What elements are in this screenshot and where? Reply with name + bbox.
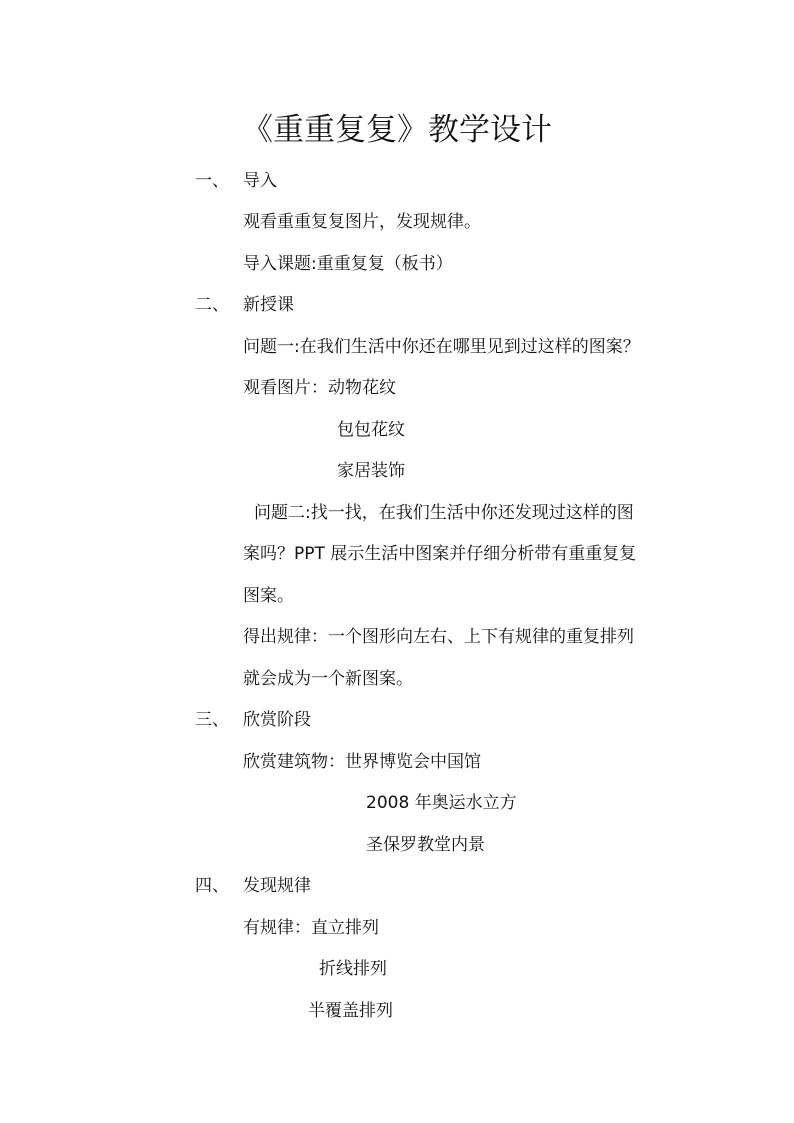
section-number: 一、 — [195, 171, 229, 191]
paragraph-line: 观看图片：动物花纹 — [243, 378, 396, 398]
paragraph-line: 得出规律：一个图形向左右、上下有规律的重复排列 — [243, 627, 634, 647]
document-title: 《重重复复》教学设计 — [242, 112, 552, 148]
section-heading: 发现规律 — [243, 876, 311, 896]
paragraph-line: 折线排列 — [319, 959, 387, 979]
section-number: 二、 — [195, 295, 229, 315]
paragraph-line: 有规律：直立排列 — [243, 918, 379, 938]
paragraph-line: 欣赏建筑物：世界博览会中国馆 — [243, 752, 481, 772]
section-heading: 欣赏阶段 — [243, 710, 311, 730]
paragraph-line: 图案。 — [243, 586, 294, 606]
paragraph-line: 2008 年奥运水立方 — [366, 793, 517, 813]
paragraph-line: 家居装饰 — [337, 461, 405, 481]
paragraph-line: 观看重重复复图片，发现规律。 — [243, 212, 481, 232]
paragraph-line: 问题一:在我们生活中你还在哪里见到过这样的图案？ — [243, 337, 640, 357]
section-heading: 导入 — [243, 171, 277, 191]
paragraph-line: 包包花纹 — [337, 420, 405, 440]
paragraph-line: 圣保罗教堂内景 — [366, 835, 485, 855]
paragraph-line: 导入课题:重重复复（板书） — [243, 254, 453, 274]
section-heading: 新授课 — [243, 295, 294, 315]
paragraph-line: 半覆盖排列 — [308, 1001, 393, 1021]
paragraph-line: 问题二:找一找，在我们生活中你还发现过这样的图 — [254, 503, 634, 523]
section-number: 四、 — [195, 876, 229, 896]
section-number: 三、 — [195, 710, 229, 730]
paragraph-line: 案吗？PPT 展示生活中图案并仔细分析带有重重复复 — [243, 544, 637, 564]
paragraph-line: 就会成为一个新图案。 — [243, 669, 413, 689]
